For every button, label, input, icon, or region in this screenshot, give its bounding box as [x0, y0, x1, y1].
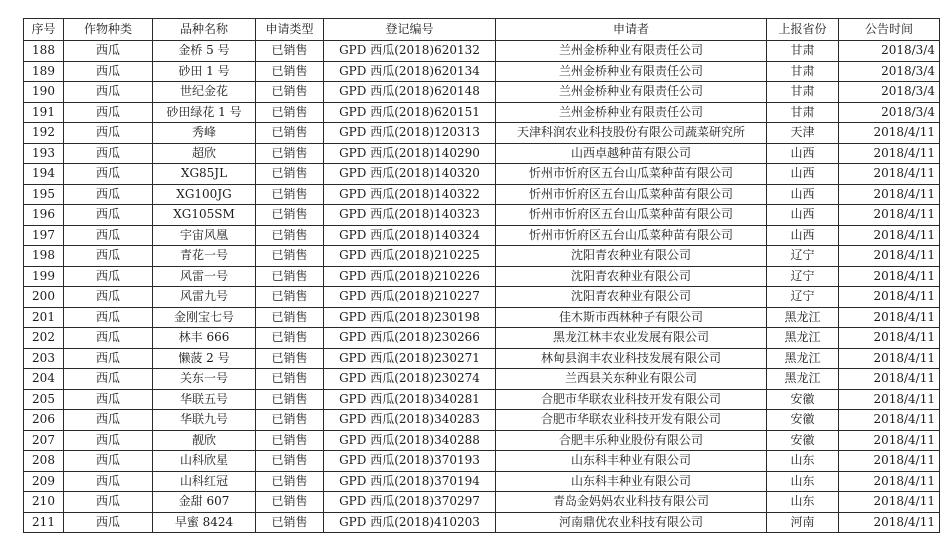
province-cell: 甘肃: [767, 61, 839, 82]
applicant-cell: 青岛金妈妈农业科技有限公司: [496, 492, 767, 513]
variety-cell: 山科红冠: [153, 471, 256, 492]
seq-cell: 199: [24, 266, 64, 287]
page-number: [0, 42, 1, 57]
type-cell: 已销售: [256, 492, 324, 513]
type-cell: 已销售: [256, 164, 324, 185]
date-cell: 2018/4/11: [839, 348, 940, 369]
crop-cell: 西瓜: [64, 307, 153, 328]
variety-cell: 靓欣: [153, 430, 256, 451]
applicant-cell: 沈阳青农种业有限公司: [496, 246, 767, 267]
registration-cell: GPD 西瓜(2018)340288: [324, 430, 496, 451]
column-header: 登记编号: [324, 19, 496, 41]
column-header: 序号: [24, 19, 64, 41]
crop-cell: 西瓜: [64, 143, 153, 164]
seq-cell: 204: [24, 369, 64, 390]
date-cell: 2018/4/11: [839, 123, 940, 144]
type-cell: 已销售: [256, 307, 324, 328]
crop-cell: 西瓜: [64, 102, 153, 123]
variety-cell: 砂田 1 号: [153, 61, 256, 82]
province-cell: 甘肃: [767, 82, 839, 103]
column-header: 公告时间: [839, 19, 940, 41]
crop-cell: 西瓜: [64, 492, 153, 513]
crop-cell: 西瓜: [64, 82, 153, 103]
table-row: [24, 512, 940, 533]
date-cell: 2018/4/11: [839, 266, 940, 287]
province-cell: 黑龙江: [767, 307, 839, 328]
registration-cell: GPD 西瓜(2018)340283: [324, 410, 496, 431]
date-cell: 2018/4/11: [839, 492, 940, 513]
date-cell: 2018/3/4: [839, 41, 940, 62]
seq-cell: 190: [24, 82, 64, 103]
table-row: [24, 471, 940, 492]
applicant-cell: 沈阳青农种业有限公司: [496, 287, 767, 308]
type-cell: 已销售: [256, 389, 324, 410]
crop-cell: 西瓜: [64, 512, 153, 533]
table-row: [24, 102, 940, 123]
crop-cell: 西瓜: [64, 41, 153, 62]
crop-cell: 西瓜: [64, 164, 153, 185]
applicant-cell: 兰州金桥种业有限责任公司: [496, 102, 767, 123]
variety-cell: 金甜 607: [153, 492, 256, 513]
date-cell: 2018/4/11: [839, 225, 940, 246]
variety-cell: 风雷九号: [153, 287, 256, 308]
variety-cell: 早蜜 8424: [153, 512, 256, 533]
registration-cell: GPD 西瓜(2018)120313: [324, 123, 496, 144]
variety-cell: 金刚宝七号: [153, 307, 256, 328]
crop-cell: 西瓜: [64, 328, 153, 349]
table-row: [24, 164, 940, 185]
province-cell: 辽宁: [767, 266, 839, 287]
table-row: [24, 287, 940, 308]
table-row: [24, 143, 940, 164]
type-cell: 已销售: [256, 348, 324, 369]
registration-cell: GPD 西瓜(2018)140320: [324, 164, 496, 185]
seq-cell: 196: [24, 205, 64, 226]
table-row: [24, 307, 940, 328]
registration-cell: GPD 西瓜(2018)140323: [324, 205, 496, 226]
type-cell: 已销售: [256, 266, 324, 287]
province-cell: 辽宁: [767, 287, 839, 308]
registration-cell: GPD 西瓜(2018)230271: [324, 348, 496, 369]
province-cell: 甘肃: [767, 41, 839, 62]
table-row: [24, 430, 940, 451]
variety-cell: 宇宙风凰: [153, 225, 256, 246]
table-row: [24, 246, 940, 267]
registration-cell: GPD 西瓜(2018)620148: [324, 82, 496, 103]
seq-cell: 192: [24, 123, 64, 144]
table-row: [24, 61, 940, 82]
variety-cell: 超欣: [153, 143, 256, 164]
seq-cell: 189: [24, 61, 64, 82]
table-row: [24, 410, 940, 431]
type-cell: 已销售: [256, 430, 324, 451]
crop-cell: 西瓜: [64, 266, 153, 287]
province-cell: 山西: [767, 205, 839, 226]
type-cell: 已销售: [256, 61, 324, 82]
province-cell: 安徽: [767, 430, 839, 451]
crop-cell: 西瓜: [64, 61, 153, 82]
date-cell: 2018/4/11: [839, 246, 940, 267]
type-cell: 已销售: [256, 205, 324, 226]
table-row: [24, 369, 940, 390]
province-cell: 黑龙江: [767, 348, 839, 369]
table-row: [24, 123, 940, 144]
registration-cell: GPD 西瓜(2018)140324: [324, 225, 496, 246]
province-cell: 安徽: [767, 389, 839, 410]
applicant-cell: 忻州市忻府区五台山瓜菜种苗有限公司: [496, 205, 767, 226]
seq-cell: 209: [24, 471, 64, 492]
seq-cell: 208: [24, 451, 64, 472]
date-cell: 2018/4/11: [839, 410, 940, 431]
registration-cell: GPD 西瓜(2018)140290: [324, 143, 496, 164]
table-row: [24, 451, 940, 472]
registration-cell: GPD 西瓜(2018)370194: [324, 471, 496, 492]
table-row: [24, 184, 940, 205]
seq-cell: 207: [24, 430, 64, 451]
applicant-cell: 山西卓越种苗有限公司: [496, 143, 767, 164]
crop-cell: 西瓜: [64, 184, 153, 205]
variety-cell: XG85JL: [153, 164, 256, 185]
registration-cell: GPD 西瓜(2018)140322: [324, 184, 496, 205]
type-cell: 已销售: [256, 82, 324, 103]
registration-cell: GPD 西瓜(2018)370193: [324, 451, 496, 472]
seq-cell: 202: [24, 328, 64, 349]
registration-cell: GPD 西瓜(2018)230266: [324, 328, 496, 349]
variety-cell: 关东一号: [153, 369, 256, 390]
date-cell: 2018/3/4: [839, 102, 940, 123]
date-cell: 2018/4/11: [839, 471, 940, 492]
type-cell: 已销售: [256, 328, 324, 349]
variety-cell: 懒菠 2 号: [153, 348, 256, 369]
seq-cell: 195: [24, 184, 64, 205]
province-cell: 安徽: [767, 410, 839, 431]
variety-cell: 华联五号: [153, 389, 256, 410]
crop-cell: 西瓜: [64, 246, 153, 267]
registration-cell: GPD 西瓜(2018)620134: [324, 61, 496, 82]
seq-cell: 194: [24, 164, 64, 185]
type-cell: 已销售: [256, 184, 324, 205]
variety-cell: 金桥 5 号: [153, 41, 256, 62]
column-header: 作物种类: [64, 19, 153, 41]
crop-cell: 西瓜: [64, 389, 153, 410]
column-header: 申请类型: [256, 19, 324, 41]
crop-cell: 西瓜: [64, 123, 153, 144]
type-cell: 已销售: [256, 369, 324, 390]
table-row: [24, 492, 940, 513]
crop-cell: 西瓜: [64, 205, 153, 226]
applicant-cell: 兰州金桥种业有限责任公司: [496, 41, 767, 62]
variety-cell: 砂田绿花 1 号: [153, 102, 256, 123]
registration-cell: GPD 西瓜(2018)210225: [324, 246, 496, 267]
province-cell: 山东: [767, 451, 839, 472]
registration-cell: GPD 西瓜(2018)410203: [324, 512, 496, 533]
applicant-cell: 黑龙江林丰农业发展有限公司: [496, 328, 767, 349]
column-header: 申请者: [496, 19, 767, 41]
crop-cell: 西瓜: [64, 348, 153, 369]
variety-cell: 世纪金花: [153, 82, 256, 103]
variety-registration-table: [23, 18, 940, 533]
province-cell: 山西: [767, 184, 839, 205]
seq-cell: 188: [24, 41, 64, 62]
applicant-cell: 山东科丰种业有限公司: [496, 471, 767, 492]
date-cell: 2018/4/11: [839, 307, 940, 328]
applicant-cell: 合肥市华联农业科技开发有限公司: [496, 389, 767, 410]
registration-cell: GPD 西瓜(2018)620151: [324, 102, 496, 123]
table-row: [24, 348, 940, 369]
type-cell: 已销售: [256, 143, 324, 164]
province-cell: 甘肃: [767, 102, 839, 123]
applicant-cell: 河南鼎优农业科技有限公司: [496, 512, 767, 533]
seq-cell: 193: [24, 143, 64, 164]
seq-cell: 203: [24, 348, 64, 369]
province-cell: 山东: [767, 492, 839, 513]
type-cell: 已销售: [256, 287, 324, 308]
registration-cell: GPD 西瓜(2018)230198: [324, 307, 496, 328]
type-cell: 已销售: [256, 102, 324, 123]
date-cell: 2018/4/11: [839, 430, 940, 451]
column-header: 上报省份: [767, 19, 839, 41]
applicant-cell: 天津科润农业科技股份有限公司蔬菜研究所: [496, 123, 767, 144]
applicant-cell: 合肥市华联农业科技开发有限公司: [496, 410, 767, 431]
type-cell: 已销售: [256, 410, 324, 431]
date-cell: 2018/4/11: [839, 389, 940, 410]
seq-cell: 200: [24, 287, 64, 308]
table-row: [24, 389, 940, 410]
variety-cell: XG100JG: [153, 184, 256, 205]
table-body: [24, 41, 940, 533]
variety-cell: 华联九号: [153, 410, 256, 431]
applicant-cell: 山东科丰种业有限公司: [496, 451, 767, 472]
type-cell: 已销售: [256, 225, 324, 246]
crop-cell: 西瓜: [64, 430, 153, 451]
variety-cell: XG105SM: [153, 205, 256, 226]
type-cell: 已销售: [256, 246, 324, 267]
crop-cell: 西瓜: [64, 287, 153, 308]
applicant-cell: 林甸县润丰农业科技发展有限公司: [496, 348, 767, 369]
province-cell: 山西: [767, 225, 839, 246]
seq-cell: 201: [24, 307, 64, 328]
date-cell: 2018/4/11: [839, 328, 940, 349]
crop-cell: 西瓜: [64, 410, 153, 431]
province-cell: 山西: [767, 143, 839, 164]
applicant-cell: 忻州市忻府区五台山瓜菜种苗有限公司: [496, 164, 767, 185]
date-cell: 2018/3/4: [839, 61, 940, 82]
crop-cell: 西瓜: [64, 451, 153, 472]
applicant-cell: 忻州市忻府区五台山瓜菜种苗有限公司: [496, 225, 767, 246]
province-cell: 辽宁: [767, 246, 839, 267]
table-row: [24, 205, 940, 226]
table-row: [24, 82, 940, 103]
province-cell: 黑龙江: [767, 369, 839, 390]
crop-cell: 西瓜: [64, 369, 153, 390]
province-cell: 山西: [767, 164, 839, 185]
crop-cell: 西瓜: [64, 471, 153, 492]
registration-cell: GPD 西瓜(2018)230274: [324, 369, 496, 390]
date-cell: 2018/4/11: [839, 164, 940, 185]
seq-cell: 206: [24, 410, 64, 431]
table-row: [24, 328, 940, 349]
date-cell: 2018/4/11: [839, 512, 940, 533]
type-cell: 已销售: [256, 512, 324, 533]
date-cell: 2018/4/11: [839, 287, 940, 308]
date-cell: 2018/4/11: [839, 369, 940, 390]
table-header-row: [24, 19, 940, 41]
table-row: [24, 41, 940, 62]
applicant-cell: 兰州金桥种业有限责任公司: [496, 61, 767, 82]
column-header: 品种名称: [153, 19, 256, 41]
seq-cell: 198: [24, 246, 64, 267]
applicant-cell: 兰西县关东种业有限公司: [496, 369, 767, 390]
applicant-cell: 沈阳青农种业有限公司: [496, 266, 767, 287]
seq-cell: 211: [24, 512, 64, 533]
date-cell: 2018/3/4: [839, 82, 940, 103]
seq-cell: 191: [24, 102, 64, 123]
date-cell: 2018/4/11: [839, 205, 940, 226]
variety-cell: 青花一号: [153, 246, 256, 267]
variety-cell: 秀峰: [153, 123, 256, 144]
registration-cell: GPD 西瓜(2018)370297: [324, 492, 496, 513]
province-cell: 黑龙江: [767, 328, 839, 349]
type-cell: 已销售: [256, 123, 324, 144]
applicant-cell: 忻州市忻府区五台山瓜菜种苗有限公司: [496, 184, 767, 205]
registration-cell: GPD 西瓜(2018)210227: [324, 287, 496, 308]
date-cell: 2018/4/11: [839, 143, 940, 164]
type-cell: 已销售: [256, 451, 324, 472]
applicant-cell: 合肥丰乐种业股份有限公司: [496, 430, 767, 451]
crop-cell: 西瓜: [64, 225, 153, 246]
type-cell: 已销售: [256, 41, 324, 62]
type-cell: 已销售: [256, 471, 324, 492]
registration-cell: GPD 西瓜(2018)210226: [324, 266, 496, 287]
table-row: [24, 225, 940, 246]
province-cell: 山东: [767, 471, 839, 492]
date-cell: 2018/4/11: [839, 451, 940, 472]
applicant-cell: 佳木斯市西林种子有限公司: [496, 307, 767, 328]
applicant-cell: 兰州金桥种业有限责任公司: [496, 82, 767, 103]
province-cell: 河南: [767, 512, 839, 533]
table-row: [24, 266, 940, 287]
province-cell: 天津: [767, 123, 839, 144]
seq-cell: 205: [24, 389, 64, 410]
variety-cell: 山科欣星: [153, 451, 256, 472]
registration-cell: GPD 西瓜(2018)340281: [324, 389, 496, 410]
date-cell: 2018/4/11: [839, 184, 940, 205]
variety-cell: 林丰 666: [153, 328, 256, 349]
seq-cell: 210: [24, 492, 64, 513]
variety-cell: 风雷一号: [153, 266, 256, 287]
seq-cell: 197: [24, 225, 64, 246]
registration-cell: GPD 西瓜(2018)620132: [324, 41, 496, 62]
